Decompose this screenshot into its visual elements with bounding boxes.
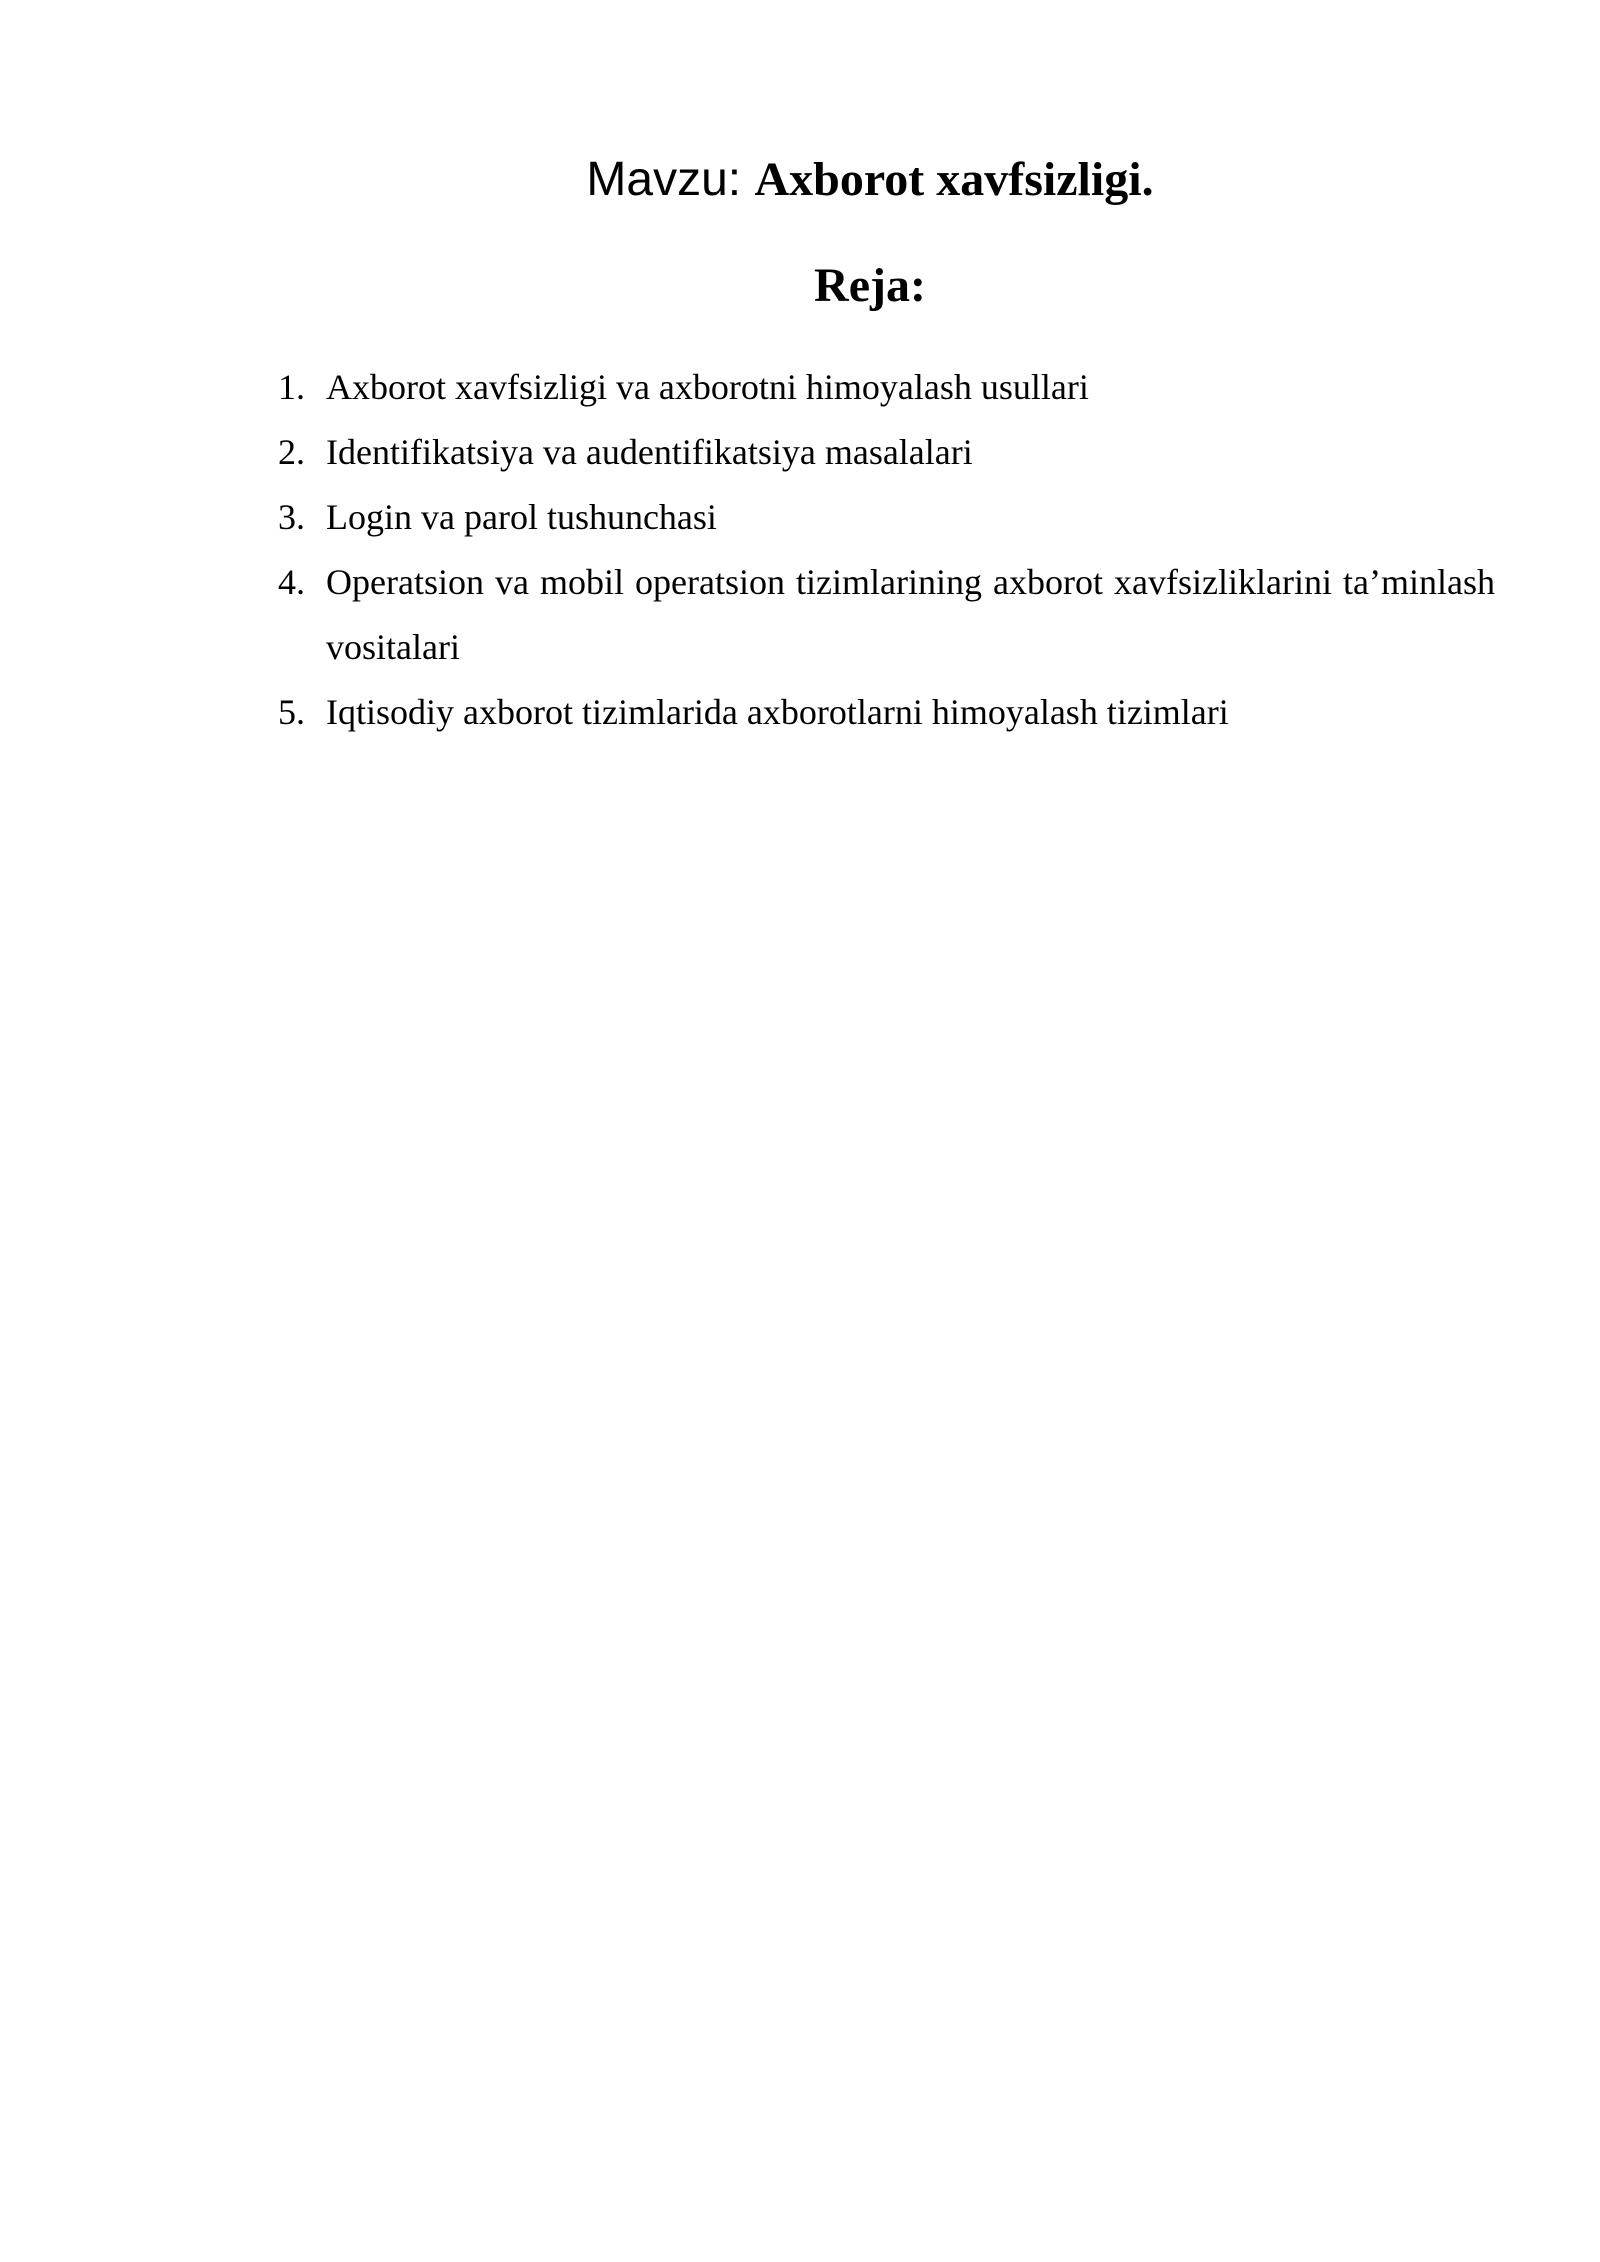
title-subject: Axborot xavfsizligi.	[754, 153, 1154, 206]
plan-item-text: Login va parol tushunchasi	[326, 497, 717, 537]
plan-item-text: Identifikatsiya va audentifikatsiya masalalari	[326, 432, 973, 472]
plan-item-number: 5.	[278, 692, 305, 732]
title-prefix: Mavzu:	[586, 153, 755, 206]
plan-heading: Reja:	[814, 259, 926, 312]
plan-list	[272, 355, 1495, 745]
plan-list-item	[272, 420, 1495, 485]
plan-item-number: 1.	[278, 367, 305, 407]
plan-item-number: 3.	[278, 497, 305, 537]
plan-item-text: Iqtisodiy axborot tizimlarida axborotlarni himoyalash tizimlari	[326, 692, 1229, 732]
plan-item-number: 2.	[278, 432, 305, 472]
plan-item-text: Axborot xavfsizligi va axborotni himoyalash usullari	[326, 367, 1089, 407]
page-title	[272, 150, 1468, 210]
plan-list-item	[272, 485, 1495, 550]
plan-item-text: Operatsion va mobil operatsion tizimlarining axborot xavfsizliklarini ta’minlash vositalari	[326, 562, 1495, 667]
plan-list-item	[272, 550, 1495, 680]
plan-item-number: 4.	[278, 562, 305, 602]
plan-list-item	[272, 680, 1495, 745]
plan-list-item	[272, 355, 1495, 420]
